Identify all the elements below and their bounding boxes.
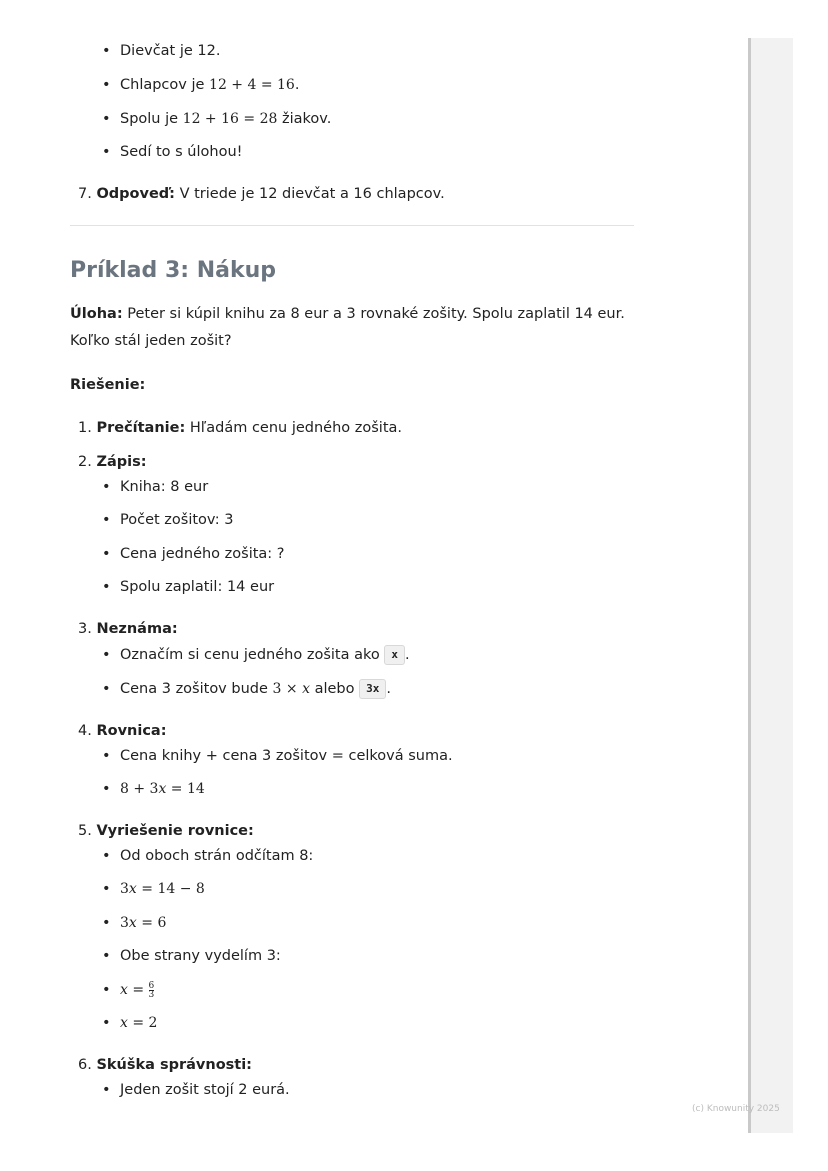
- math-var: x: [128, 915, 137, 931]
- period: .: [294, 77, 300, 93]
- item-number: 5.: [78, 823, 92, 839]
- list-item: [104, 477, 208, 497]
- math-part: = 6: [136, 915, 167, 931]
- fraction: [149, 982, 155, 999]
- math-var: x: [120, 982, 128, 998]
- math-part: 8 + 3: [120, 781, 159, 797]
- list-item: [104, 577, 274, 597]
- task-line: Koľko stál jeden zošit?: [70, 333, 232, 349]
- math-var: x: [128, 881, 137, 897]
- divider: [70, 225, 634, 226]
- math: [120, 781, 205, 797]
- bullet-text: Sedí to s úlohou!: [120, 144, 243, 160]
- step-item: [78, 452, 147, 472]
- math: [273, 681, 310, 697]
- inline-code: 3x: [359, 679, 386, 699]
- math-part: 3: [120, 881, 129, 897]
- math-part: 3: [120, 915, 129, 931]
- list-item: [104, 1013, 157, 1033]
- list-item: [104, 109, 331, 129]
- item-number: 3.: [78, 621, 92, 637]
- math: [120, 881, 205, 897]
- list-item: [104, 510, 233, 530]
- bullet-text: Obe strany vydelím 3:: [120, 948, 281, 964]
- answer-item: [78, 184, 445, 204]
- math-part: = 14: [166, 781, 205, 797]
- task-text: Peter si kúpil knihu za 8 eur a 3 rovnaké zošity. Spolu zaplatil 14 eur.: [122, 306, 625, 322]
- section-heading: Príklad 3: Nákup: [70, 258, 277, 283]
- math: 12 + 4 = 16: [209, 77, 295, 93]
- bullet-text: Chlapcov je: [120, 77, 210, 93]
- answer-text: V triede je 12 dievčat a 16 chlapcov.: [174, 186, 445, 202]
- bullet-text: Cena jedného zošita: ?: [120, 546, 285, 562]
- item-number: 2.: [78, 454, 92, 470]
- bullet-text: Cena knihy + cena 3 zošitov = celková suma.: [120, 748, 453, 764]
- step-item: [78, 721, 167, 741]
- side-panel: [748, 38, 793, 1133]
- numerator: 6: [148, 980, 155, 991]
- bullet-text: Spolu zaplatil: 14 eur: [120, 579, 275, 595]
- step-item: [78, 1055, 252, 1075]
- solution-label-text: Riešenie:: [70, 377, 146, 393]
- list-item: [104, 879, 205, 899]
- bullet-text: Spolu je: [120, 111, 183, 127]
- list-item: [104, 846, 313, 866]
- item-number: 7.: [78, 186, 92, 202]
- list-item: [104, 1080, 290, 1100]
- step-item: [78, 619, 178, 639]
- bullet-text: Označím si cenu jedného zošita ako: [120, 647, 385, 663]
- math: 12 + 16 = 28: [182, 111, 278, 127]
- list-item: [104, 913, 166, 933]
- task-line: [70, 304, 625, 324]
- bullet-text: žiakov.: [277, 111, 332, 127]
- bullet-text: Počet zošitov: 3: [120, 512, 234, 528]
- list-item: [104, 946, 281, 966]
- step-label: Neznáma:: [96, 621, 178, 637]
- math-part: = 14 − 8: [136, 881, 205, 897]
- step-label: Rovnica:: [96, 723, 167, 739]
- answer-label: Odpoveď:: [96, 186, 175, 202]
- period: .: [404, 647, 410, 663]
- item-number: 4.: [78, 723, 92, 739]
- list-item: [104, 779, 205, 799]
- step-item: [78, 418, 402, 438]
- list-item: [104, 544, 285, 564]
- math-var: x: [302, 681, 310, 697]
- bullet-text: Od oboch strán odčítam 8:: [120, 848, 314, 864]
- bullet-text: Jeden zošit stojí 2 eurá.: [120, 1082, 290, 1098]
- inline-code: x: [384, 645, 405, 665]
- task-label: Úloha:: [70, 306, 123, 322]
- item-number: 6.: [78, 1057, 92, 1073]
- denominator: 3: [148, 989, 155, 1000]
- step-label: Vyriešenie rovnice:: [96, 823, 254, 839]
- bullet-text: Cena 3 zošitov bude: [120, 681, 273, 697]
- bullet-text: alebo: [309, 681, 360, 697]
- math-part: =: [127, 982, 149, 998]
- footer-copyright: (c) Knowunity 2025: [692, 1104, 780, 1114]
- list-item: [104, 679, 391, 699]
- bullet-text: Dievčat je 12.: [120, 43, 221, 59]
- period: .: [386, 681, 391, 697]
- item-number: 1.: [78, 420, 92, 436]
- list-item: [104, 142, 242, 162]
- list-item: [104, 645, 410, 665]
- list-item: [104, 75, 299, 95]
- math-part: 3 ×: [272, 681, 303, 697]
- math-var: x: [120, 1015, 128, 1031]
- math: [120, 982, 154, 998]
- math: [120, 915, 166, 931]
- step-label: Zápis:: [96, 454, 147, 470]
- list-item: [104, 746, 453, 766]
- math: [120, 1015, 157, 1031]
- step-label: Prečítanie:: [96, 420, 186, 436]
- math-var: x: [158, 781, 167, 797]
- step-label: Skúška správnosti:: [96, 1057, 252, 1073]
- bullet-text: Kniha: 8 eur: [120, 479, 209, 495]
- list-item: [104, 980, 154, 1000]
- math-part: = 2: [127, 1015, 158, 1031]
- step-item: [78, 821, 254, 841]
- list-item: [104, 41, 220, 61]
- step-text: Hľadám cenu jedného zošita.: [185, 420, 403, 436]
- solution-label: [70, 375, 145, 395]
